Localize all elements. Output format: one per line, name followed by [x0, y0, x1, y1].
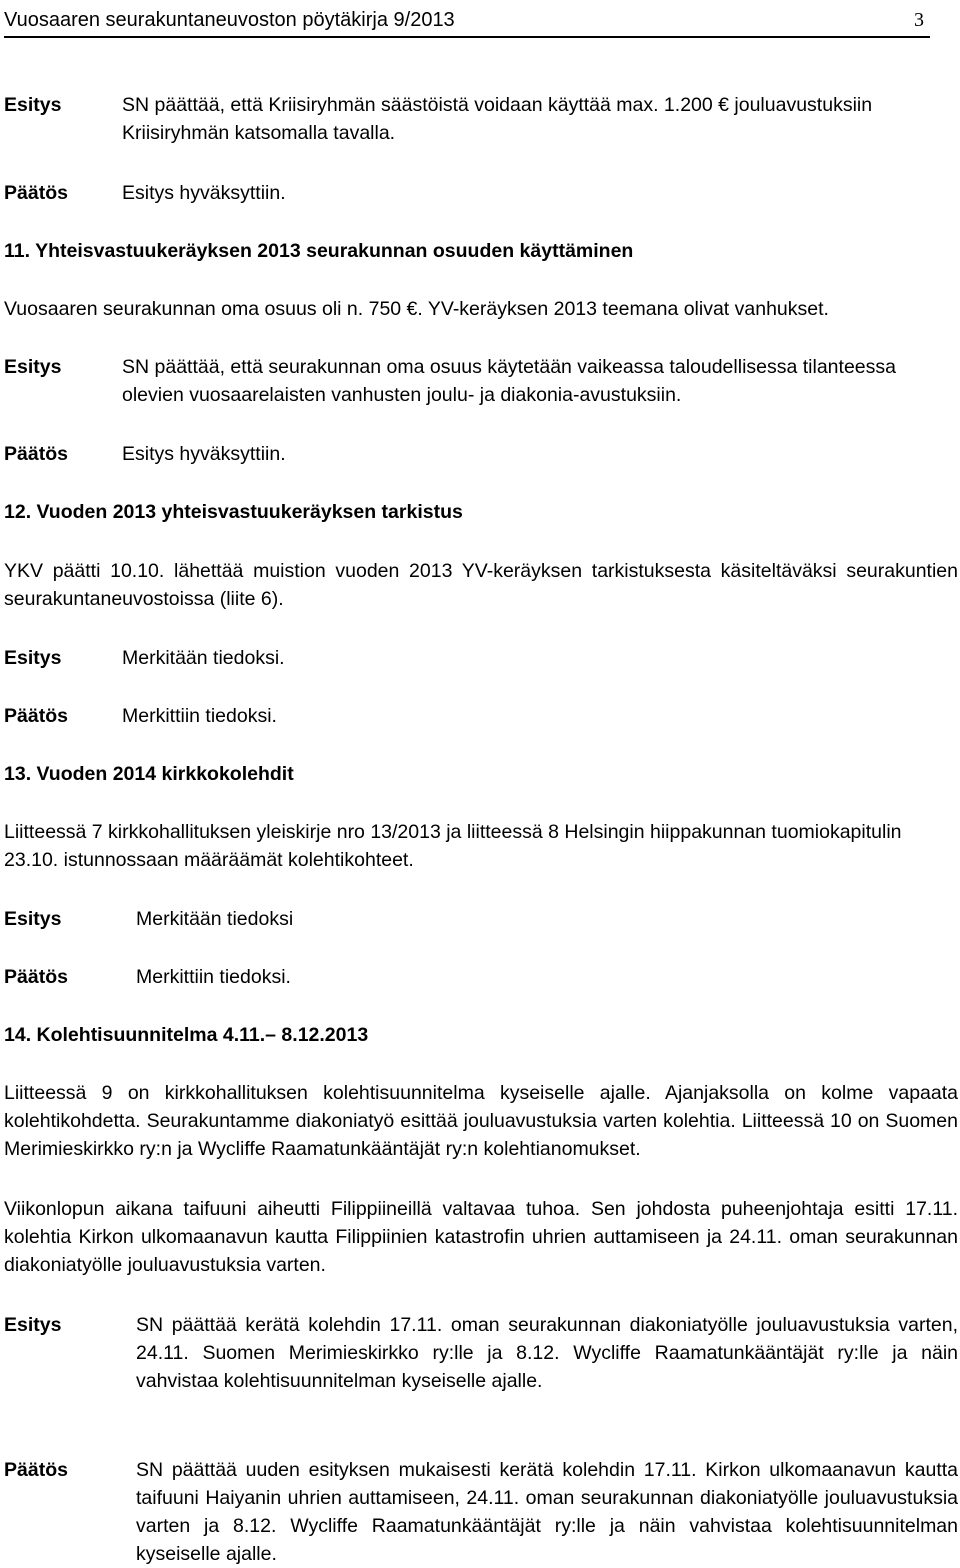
paatos-text: Esitys hyväksyttiin.	[122, 182, 286, 204]
section-heading: 11. Yhteisvastuukeräyksen 2013 seurakunnan osuuden käyttäminen	[4, 240, 634, 262]
paatos-label: Päätös	[4, 443, 68, 465]
paatos-text: Merkittiin tiedoksi.	[122, 705, 277, 727]
esitys-text: SN päättää, että seurakunnan oma osuus käytetään vaikeassa taloudellisessa tilanteessa olevien vuosaarelaisten vanhusten joulu- ja diakonia-avustuksiin.	[122, 356, 896, 406]
esitys-label: Esitys	[4, 647, 62, 669]
esitys-label: Esitys	[4, 908, 62, 930]
esitys-text: Merkitään tiedoksi.	[122, 647, 285, 669]
section-intro: Vuosaaren seurakunnan oma osuus oli n. 750 €. YV-keräyksen 2013 teemana olivat vanhukset.	[4, 298, 829, 320]
esitys-label: Esitys	[4, 94, 62, 116]
esitys-label: Esitys	[4, 356, 62, 378]
paatos-label: Päätös	[4, 705, 68, 727]
esitys-label: Esitys	[4, 1314, 62, 1336]
document-title: Vuosaaren seurakuntaneuvoston pöytäkirja 9/2013	[4, 9, 455, 31]
page-number: 3	[914, 9, 924, 31]
section-paragraph: Liitteessä 9 on kirkkohallituksen kolehtisuunnitelma kyseiselle ajalle. Ajanjaksolla on kolme vapaata kolehtikohdetta. Seurakuntamme diakoniatyö esittää jouluavustuksia varten kolehtia. Liitteessä 10 on Suomen Merimieskirkko ry:n ja Wycliffe Raamatunkääntäjät ry:n kolehtianomukset.	[4, 1082, 958, 1160]
paatos-label: Päätös	[4, 1459, 68, 1481]
section-intro: YKV päätti 10.10. lähettää muistion vuoden 2013 YV-keräyksen tarkistuksesta käsiteltäväksi seurakuntien seurakuntaneuvostoissa (liite 6).	[4, 560, 958, 610]
paatos-text: Merkittiin tiedoksi.	[136, 966, 291, 988]
paatos-label: Päätös	[4, 966, 68, 988]
section-heading: 14. Kolehtisuunnitelma 4.11.– 8.12.2013	[4, 1024, 369, 1046]
page-header	[4, 2, 930, 38]
esitys-text: SN päättää kerätä kolehdin 17.11. oman seurakunnan diakoniatyölle jouluavustuksia varten, 24.11. Suomen Merimieskirkko ry:lle ja 8.12. Wycliffe Raamatunkääntäjät ry:lle ja näin vahvistaa kolehtisuunnitelman kyseiselle ajalle.	[136, 1314, 958, 1392]
section-heading: 13. Vuoden 2014 kirkkokolehdit	[4, 763, 294, 785]
section-heading: 12. Vuoden 2013 yhteisvastuukeräyksen tarkistus	[4, 501, 463, 523]
paatos-label: Päätös	[4, 182, 68, 204]
section-paragraph: Viikonlopun aikana taifuuni aiheutti Filippiineillä valtavaa tuhoa. Sen johdosta puheenjohtaja esitti 17.11. kolehtia Kirkon ulkomaanavun kautta Filippiinien katastrofin uhrien auttamiseen ja 24.11. oman seurakunnan diakoniatyölle jouluavustuksia varten.	[4, 1198, 958, 1276]
esitys-text: SN päättää, että Kriisiryhmän säästöistä voidaan käyttää max. 1.200 € jouluavustuksiin Kriisiryhmän katsomalla tavalla.	[122, 94, 873, 144]
section-intro: Liitteessä 7 kirkkohallituksen yleiskirje nro 13/2013 ja liitteessä 8 Helsingin hiippakunnan tuomiokapitulin 23.10. istunnossaan määräämät kolehtikohteet.	[4, 821, 902, 871]
esitys-text: Merkitään tiedoksi	[136, 908, 294, 930]
paatos-text: SN päättää uuden esityksen mukaisesti kerätä kolehdin 17.11. Kirkon ulkomaanavun kautta taifuuni Haiyanin uhrien auttamiseen, 24.11. oman seurakunnan diakoniatyölle jouluavustuksia varten ja 8.12. Wycliffe Raamatunkääntäjät ry:lle ja näin vahvistaa kolehtisuunnitelman kyseiselle ajalle.	[136, 1459, 958, 1565]
paatos-text: Esitys hyväksyttiin.	[122, 443, 286, 465]
